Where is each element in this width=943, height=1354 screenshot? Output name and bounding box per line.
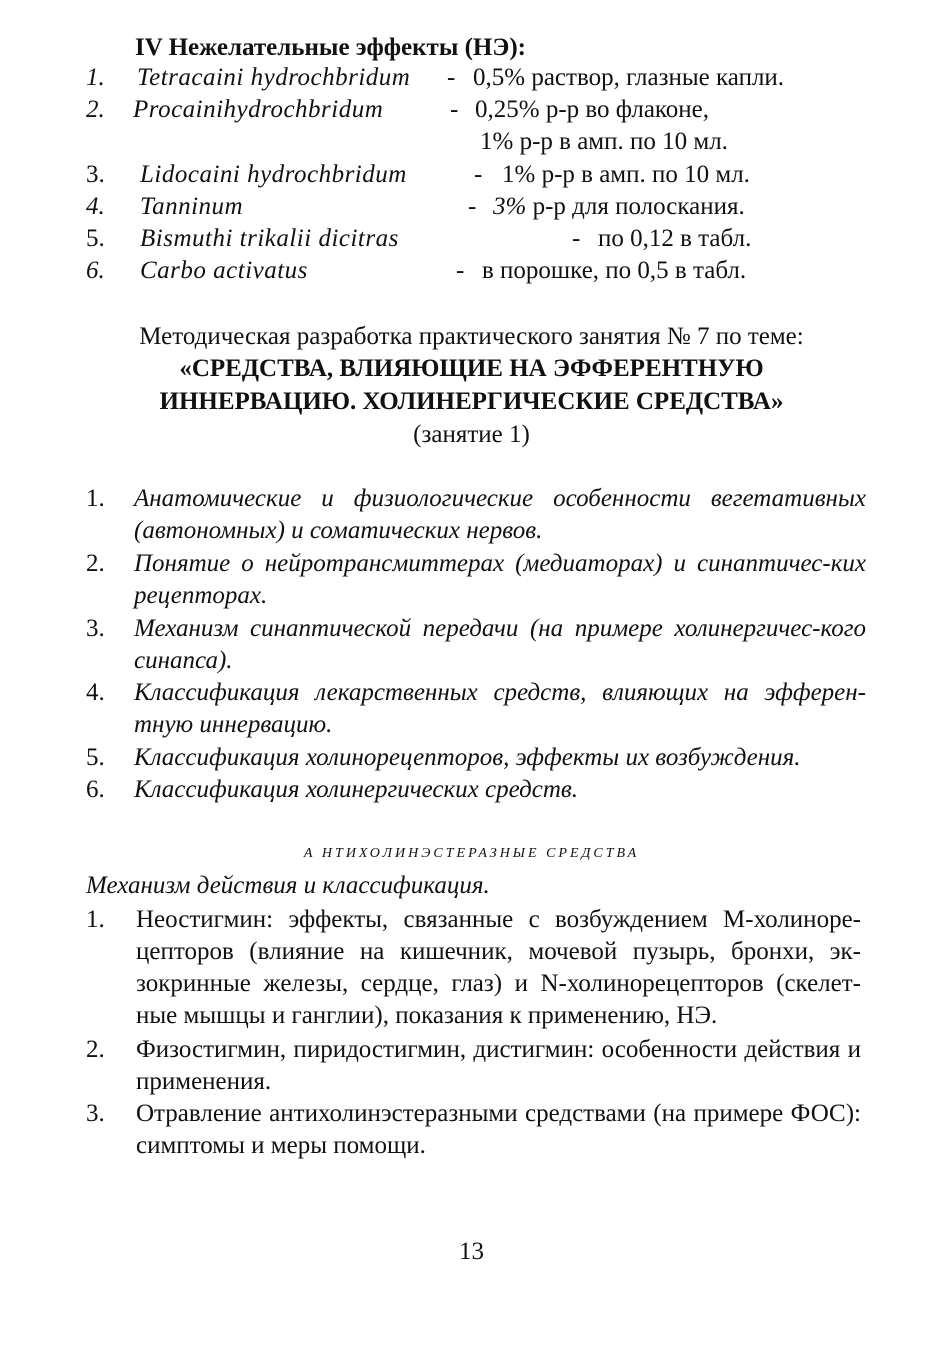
mechanism-heading: Механизм действия и классификация. <box>86 872 490 899</box>
drug-item-continuation <box>0 128 943 160</box>
question-text: Классификация лекарственных средств, влияющих на эфферен-тную иннервацию. <box>134 679 866 738</box>
drug-dash: - <box>572 225 581 252</box>
question-item <box>86 483 866 547</box>
lesson-session: (занятие 1) <box>413 421 530 448</box>
drug-name: Tanninum <box>140 193 244 220</box>
drug-name: Bismuthi trikalii dicitras <box>140 225 399 252</box>
question-text: Классификация холинергических средств. <box>134 776 578 803</box>
question-number: 4. <box>86 679 105 706</box>
question-item <box>86 677 866 741</box>
drug-item <box>0 193 943 225</box>
drug-form <box>493 193 745 221</box>
drug-form: 0,5% раствор, глазные капли. <box>473 64 785 91</box>
drug-number: 1. <box>86 64 105 91</box>
question-number: 1. <box>86 485 105 512</box>
drug-item <box>0 96 943 128</box>
drug-dash: - <box>456 257 465 284</box>
lesson-title-line1: «СРЕДСТВА, ВЛИЯЮЩИЕ НА ЭФФЕРЕНТНУЮ <box>179 355 764 382</box>
page-number: 13 <box>459 1238 484 1265</box>
question-text: Механизм синаптической передачи (на примере холинергичес-кого синапса). <box>134 615 866 674</box>
question-text: Анатомические и физиологические особенности вегетативных (автономных) и соматических нервов. <box>134 485 866 544</box>
topic-number: 3. <box>86 1100 105 1127</box>
drug-form: по 0,12 в табл. <box>598 225 752 252</box>
topic-number: 2. <box>86 1036 105 1063</box>
drug-item <box>0 257 943 289</box>
section-subheading: А НТИХОЛИНЭСТЕРАЗНЫЕ СРЕДСТВА <box>303 846 640 861</box>
drug-number: 5. <box>86 225 105 252</box>
drug-name: Procainihydrochbridum <box>133 96 384 123</box>
question-item <box>86 613 866 677</box>
drug-dash: - <box>474 161 483 188</box>
question-text: Классификация холинорецепторов, эффекты их возбуждения. <box>134 744 801 771</box>
drug-name: Lidocaini hydrochbridum <box>140 161 407 188</box>
drug-name: Carbo activatus <box>140 257 308 284</box>
drug-dash: - <box>468 193 477 220</box>
drug-form: 0,25% р-р во флаконе, <box>475 96 710 123</box>
drug-form: 1% р-р в амп. по 10 мл. <box>502 161 750 188</box>
topic-item <box>86 904 861 1032</box>
topic-text: Отравление антихолинэстеразными средствами (на примере ФОС): симптомы и меры помощи. <box>136 1100 861 1159</box>
section-heading: IV Нежелательные эффекты (НЭ): <box>135 34 526 61</box>
question-item <box>86 774 866 806</box>
drug-number: 2. <box>86 96 105 123</box>
topic-text: Неостигмин: эффекты, связанные с возбуждением М-холиноре-цепторов (влияние на кишечник, мочевой пузырь, бронхи, эк-зокринные железы, сердце, глаз) и N-холинорецепторов (скелет-ные мышцы и ганглии), показания к применению, НЭ. <box>136 906 861 1029</box>
drug-number: 6. <box>86 257 105 284</box>
question-item <box>86 742 866 774</box>
drug-item <box>0 161 943 193</box>
drug-item <box>0 225 943 257</box>
topic-item <box>86 1034 861 1098</box>
question-text: Понятие о нейротрансмиттерах (медиаторах) и синаптичес-ких рецепторах. <box>134 550 866 609</box>
drug-number: 3. <box>86 161 105 188</box>
topic-item <box>86 1098 861 1162</box>
question-number: 6. <box>86 776 105 803</box>
question-number: 2. <box>86 550 105 577</box>
drug-dash: - <box>450 96 459 123</box>
question-number: 3. <box>86 615 105 642</box>
drug-form-text: р-р для полоскания. <box>526 193 745 220</box>
topic-number: 1. <box>86 906 105 933</box>
drug-item <box>0 64 943 96</box>
drug-name: Tetracaini hydrochbridum <box>137 64 411 91</box>
question-item <box>86 548 866 612</box>
drug-number: 4. <box>86 193 105 220</box>
drug-dash: - <box>447 64 456 91</box>
topic-text: Физостигмин, пиридостигмин, дистигмин: особенности действия и применения. <box>136 1036 861 1095</box>
question-number: 5. <box>86 744 105 771</box>
drug-form-line2: 1% р-р в амп. по 10 мл. <box>480 128 728 155</box>
drug-form-percent: 3% <box>493 193 527 220</box>
drug-form: в порошке, по 0,5 в табл. <box>482 257 747 284</box>
lesson-intro: Методическая разработка практического занятия № 7 по теме: <box>139 323 804 350</box>
lesson-title-line2: ИННЕРВАЦИЮ. ХОЛИНЕРГИЧЕСКИЕ СРЕДСТВА» <box>159 388 784 415</box>
